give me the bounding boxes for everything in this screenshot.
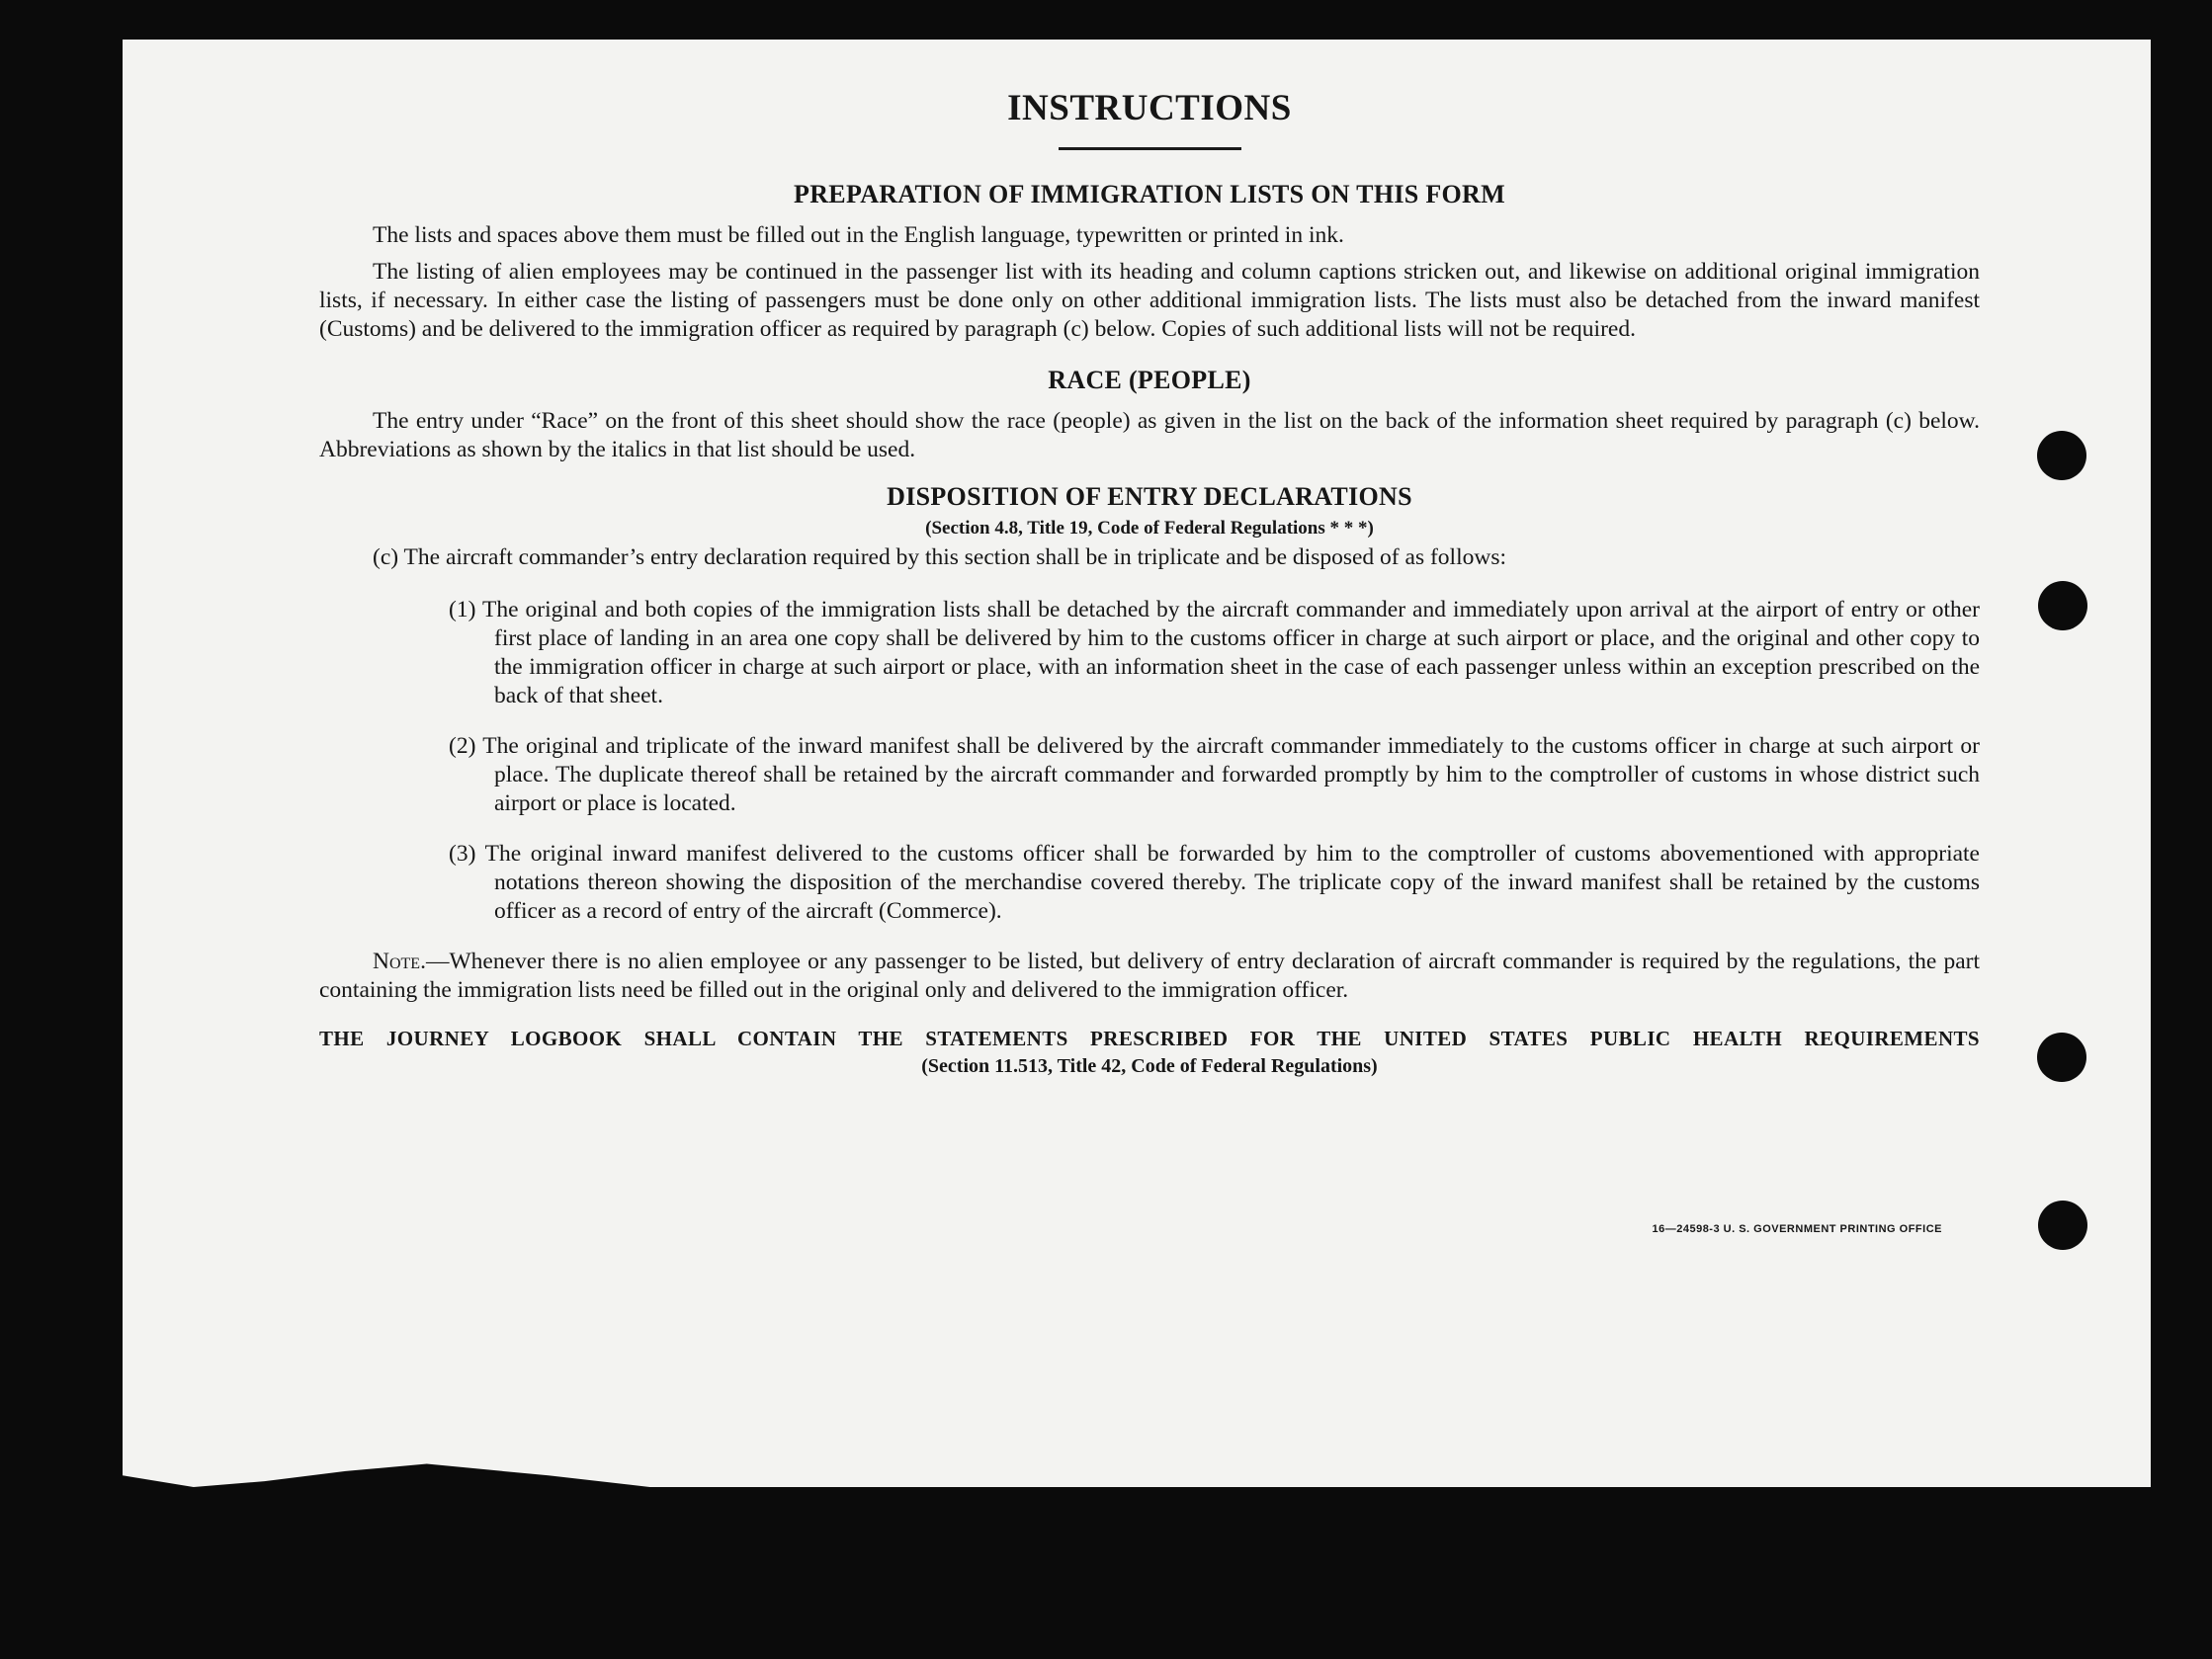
section-heading-race: RACE (PEOPLE) [1048,366,1251,394]
paragraph-c-intro: (c) The aircraft commander’s entry declaration required by this section shall be in triplicate and be disposed of as follows: [373,544,1506,570]
paragraph-race-entry: The entry under “Race” on the front of this sheet should show the race (people) as given in the list on the back of the information sheet required by paragraph (c) below. Abbreviations as shown by the italics in that list should be used. [319,408,1980,462]
paragraph-alien-employees: The listing of alien employees may be continued in the passenger list with its heading and column captions stricken out, and likewise on additional original immigration lists, if necessary. In either case the listing of passengers must be done only on other additional immigration lists. The lists must also be detached from the inward manifest (Customs) and be delivered to the immigration officer as required by paragraph (c) below. Copies of such additional lists will not be required. [319,259,1980,342]
list-item-3: (3) The original inward manifest delivered to the customs officer shall be forwarded by him to the comptroller of customs abovementioned with appropriate notations thereon showing the disposition of the merchandise covered thereby. The triplicate copy of the inward manifest shall be retained by the customs officer as a record of entry of the aircraft (Commerce). [449,841,1980,924]
title-underline [1059,147,1241,150]
list-item-1: (1) The original and both copies of the immigration lists shall be detached by the aircraft commander and immediately upon arrival at the airport of entry or other first place of landing in an area one copy shall be delivered by him to the customs officer in charge at such airport or place, and the original and other copy to the immigration officer in charge at such airport or place, with an information sheet in the case of each passenger unless within an exception prescribed on the back of that sheet. [449,597,1980,708]
printer-imprint: 16—24598-3 U. S. GOVERNMENT PRINTING OFFICE [1652,1223,1942,1235]
logbook-requirement: THE JOURNEY LOGBOOK SHALL CONTAIN THE STATEMENTS PRESCRIBED FOR THE UNITED STATES PUBLIC HEALTH REQUIREMENTS [319,1027,1980,1050]
section-citation: (Section 4.8, Title 19, Code of Federal Regulations * * *) [925,518,1374,539]
note-label: Note. [373,949,426,974]
punch-hole [2038,1201,2087,1250]
section-heading-disposition: DISPOSITION OF ENTRY DECLARATIONS [887,482,1412,511]
instructions-text [319,84,1980,1078]
note-paragraph [319,948,1980,1005]
note-text: —Whenever there is no alien employee or any passenger to be listed, but delivery of entry declaration of aircraft commander is required by the regulations, the part containing the immigration lists need be filled out in the original only and delivered to the immigration officer. [319,949,1980,1003]
punch-hole [2037,431,2086,480]
section-heading-preparation: PREPARATION OF IMMIGRATION LISTS ON THIS FORM [794,180,1505,208]
list-item-2: (2) The original and triplicate of the inward manifest shall be delivered by the aircraft commander immediately to the customs officer in charge at such airport or place. The duplicate thereof shall be retained by the aircraft commander and forwarded promptly by him to the comptroller of customs in whose district such airport or place is located. [449,733,1980,816]
page-title: INSTRUCTIONS [1007,88,1292,128]
punch-hole [2037,1033,2086,1082]
paragraph-english-language: The lists and spaces above them must be filled out in the English language, typewritten or printed in ink. [373,222,1344,248]
punch-hole [2038,581,2087,630]
logbook-citation: (Section 11.513, Title 42, Code of Federal Regulations) [921,1055,1378,1077]
